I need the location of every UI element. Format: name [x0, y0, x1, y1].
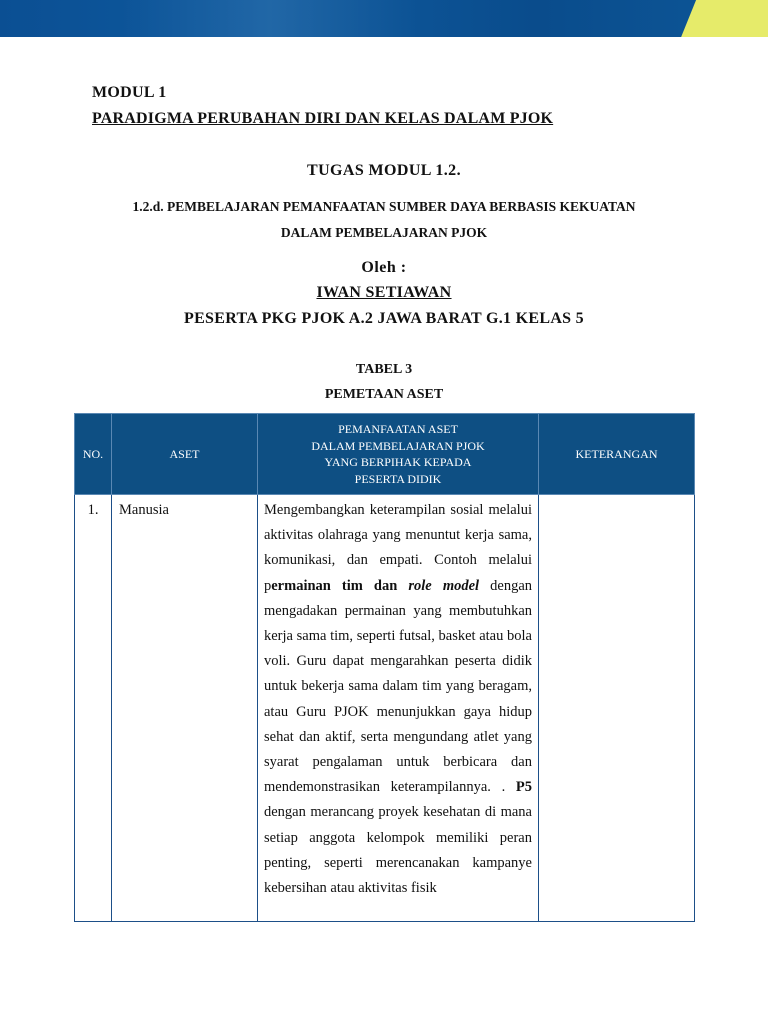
header-banner — [0, 0, 768, 37]
cell-aset: Manusia — [112, 495, 258, 922]
desc-bold-italic-text: role model — [408, 577, 480, 594]
cell-keterangan — [539, 495, 695, 922]
desc-bold-text: P5 — [515, 779, 532, 796]
oleh-label: Oleh : — [361, 259, 407, 276]
tabel-title: PEMETAAN ASET — [324, 387, 444, 402]
cell-no: 1. — [75, 495, 112, 922]
pemanfaatan-header-line: PESERTA DIDIK — [354, 471, 442, 486]
subtitle-line-2: DALAM PEMBELAJARAN PJOK — [280, 225, 488, 240]
column-header-pemanfaatan — [258, 414, 539, 495]
asset-mapping-table — [74, 413, 695, 922]
tabel-label: TABEL 3 — [355, 362, 413, 377]
table-row — [75, 495, 695, 922]
tugas-title: TUGAS MODUL 1.2. — [307, 162, 461, 179]
peserta-line: PESERTA PKG PJOK A.2 JAWA BARAT G.1 KELAS 5 — [184, 310, 584, 327]
desc-text: dengan mengadakan permainan yang membutuhkan kerja sama tim, seperti futsal, basket atau bola voli. Guru dapat mengarahkan peserta didik untuk bekerja sama dalam tim yang beragam, atau Guru PJOK menunjukkan gaya hidup sehat dan aktif, serta mengundang atlet yang syarat pengalaman untuk berbicara dan mendemonstrasikan keterampilannya. . — [264, 577, 532, 796]
pemanfaatan-text — [264, 498, 532, 918]
pemanfaatan-header-line: PEMANFAATAN ASET — [338, 422, 458, 436]
subtitle-line-1: 1.2.d. PEMBELAJARAN PEMANFAATAN SUMBER DAYA BERBASIS KEKUATAN — [132, 199, 636, 214]
column-header-aset: ASET — [112, 414, 258, 495]
pemanfaatan-header-line: YANG BERPIHAK KEPADA — [324, 455, 472, 469]
column-header-no: NO. — [75, 414, 112, 495]
banner-sheen — [120, 0, 420, 37]
desc-text: Mengembangkan keterampilan sosial melalui aktivitas olahraga yang menuntut kerja sama, komunikasi, dan empati. Contoh melalui p — [264, 502, 532, 594]
desc-text: dengan merancang proyek kesehatan di mana setiap anggota kelompok memiliki peran penting, seperti merencanakan kampanye kebersihan atau aktivitas fisik — [264, 804, 532, 897]
pemanfaatan-header-line: DALAM PEMBELAJARAN PJOK — [311, 438, 485, 453]
desc-bold-text: ermainan tim dan — [271, 577, 409, 594]
table-header-row — [75, 414, 695, 495]
modul-label: MODUL 1 — [92, 84, 167, 101]
banner-accent — [676, 0, 768, 37]
column-header-keterangan: KETERANGAN — [539, 414, 695, 495]
cell-pemanfaatan — [258, 495, 539, 922]
modul-title: PARADIGMA PERUBAHAN DIRI DAN KELAS DALAM PJOK — [92, 110, 554, 127]
author-name: IWAN SETIAWAN — [316, 284, 452, 301]
